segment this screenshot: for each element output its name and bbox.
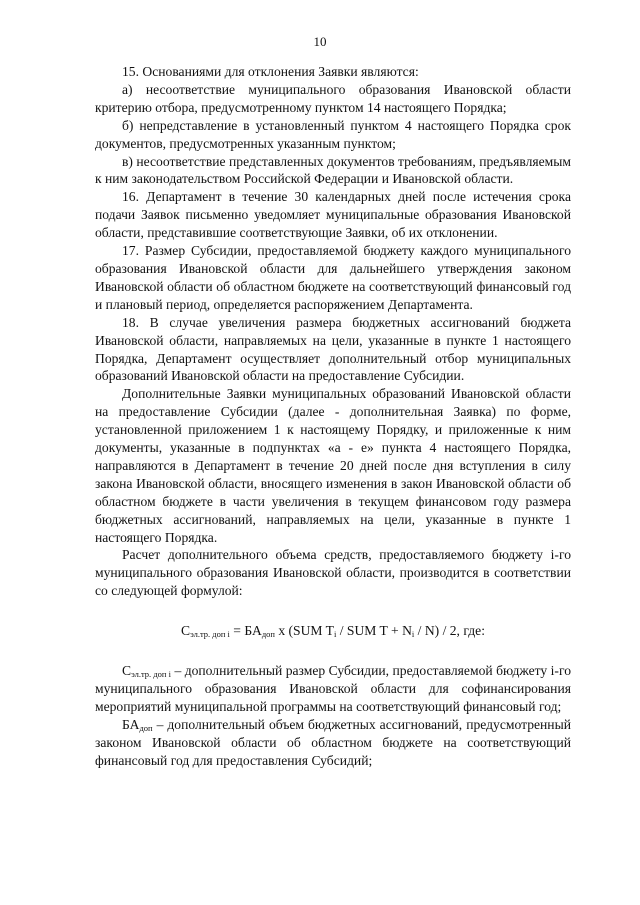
definition-c-text: – дополнительный размер Субсидии, предоставляемой бюджету i-го муниципального образования Ивановской области для софинансирования мероприятий муниципальной программы на соответствующий финансовый год; [95, 663, 571, 714]
definition-ba-text: – дополнительный объем бюджетных ассигнований, предусмотренный законом Ивановской области об областном бюджете на соответствующий финансовый год для предоставления Субсидий; [95, 716, 571, 768]
paragraph-15-c: в) несоответствие представленных документов требованиям, предъявляемым к ним законодательством Российской Федерации и Ивановской области. [95, 153, 571, 187]
formula-mid2: / SUM T + N [336, 623, 412, 639]
paragraph-16: 16. Департамент в течение 30 календарных дней после истечения срока подачи Заявок письменно уведомляет муниципальные образования Ивановской области, представившие соответствующие Заявки, об их отклонении. [95, 189, 571, 241]
paragraph-18: 18. В случае увеличения размера бюджетных ассигнований бюджета Ивановской области, направляемых на цели, указанные в пункте 1 настоящего Порядка, Департамент осуществляет дополнительный отбор муниципальных образований Ивановской области на предоставление Субсидии. [95, 314, 571, 384]
formula-mid: x (SUM T [274, 623, 334, 639]
paragraph-15-intro: 15. Основаниями для отклонения Заявки являются: [122, 64, 419, 79]
formula-end: / N) / 2, где: [414, 623, 485, 639]
paragraph-calculation-intro: Расчет дополнительного объема средств, предоставляемого бюджету i-го муниципального образования Ивановской области, производится в соответствии со следующей формулой: [95, 547, 571, 599]
formula-c: С [181, 623, 191, 639]
formula-eq: = БА [229, 623, 262, 639]
definition-ba [95, 716, 571, 770]
definition-c [95, 662, 571, 716]
document-body [95, 63, 571, 770]
paragraph-17: 17. Размер Субсидии, предоставляемой бюджету каждого муниципального образования Ивановской области для дальнейшего утверждения законом Ивановской области об областном бюджете на соответствующий финансовый год и плановый период, определяется распоряжением Департамента. [95, 243, 571, 312]
paragraph-15-b: б) непредставление в установленный пунктом 4 настоящего Порядка срок документов, предусмотренных указанным пунктом; [95, 117, 571, 151]
paragraph-15-a: а) несоответствие муниципального образования Ивановской области критерию отбора, предусмотренному пунктом 14 настоящего Порядка; [95, 81, 571, 115]
page-number: 10 [313, 34, 327, 49]
formula-n-subscript: i [411, 629, 415, 640]
formula [95, 622, 571, 640]
definition-c-subscript: эл.тр. доп i [131, 669, 171, 680]
definition-ba-subscript: доп [139, 722, 153, 733]
definition-ba-symbol: БА [122, 716, 140, 732]
definition-c-symbol: С [122, 663, 132, 679]
formula-ba-subscript: доп [261, 629, 275, 640]
formula-t-subscript: i [333, 629, 337, 640]
paragraph-18-additional: Дополнительные Заявки муниципальных образований Ивановской области на предоставление Субсидии (далее - дополнительная Заявка) по форме, установленной приложением 1 к настоящему Порядку, и приложенные к ним документы, указанные в подпунктах «а - е» пункта 4 настоящего Порядка, направляются в Департамент в течение 20 дней после дня вступления в силу закона Ивановской области, вносящего изменения в закон Ивановской области об областном бюджете в части увеличения в текущем финансовом году размера бюджетных ассигнований, направляемых на цели, указанные в пункте 1 настоящего Порядка. [95, 386, 571, 545]
formula-c-subscript: эл.тр. доп i [190, 629, 230, 640]
